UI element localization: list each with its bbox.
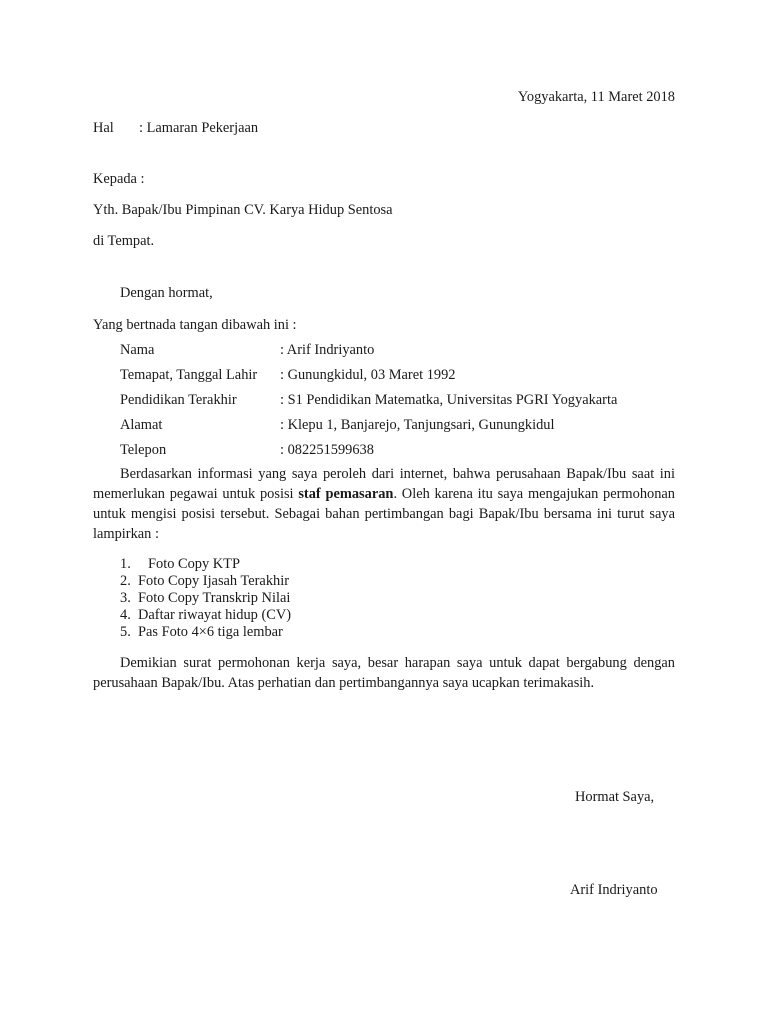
list-item [120, 607, 291, 624]
field-label: Temapat, Tanggal Lahir [120, 367, 258, 383]
letter-date: Yogyakarta, 11 Maret 2018 [517, 89, 675, 105]
list-number: 1. [120, 556, 131, 572]
paragraph-text: Berdasarkan informasi yang saya peroleh dari internet, bahwa perusahaan Bapak/Ibu saat ini memerlukan pegawai untuk posisi [93, 466, 675, 502]
recipient-place: di Tempat. [93, 233, 155, 249]
field-value: : S1 Pendidikan Matematka, Universitas PGRI Yogyakarta [280, 392, 618, 408]
list-text: Pas Foto 4×6 tiga lembar [138, 624, 283, 640]
recipient-name: Yth. Bapak/Ibu Pimpinan CV. Karya Hidup Sentosa [93, 202, 393, 218]
field-row-birth [120, 366, 455, 384]
list-item [120, 556, 291, 573]
paragraph-text: . Oleh karena itu saya mengajukan permohonan untuk mengisi posisi tersebut. Sebagai bahan pertimbangan bagi Bapak/Ibu bersama ini turut saya lampirkan : [93, 486, 675, 542]
list-number: 4. [120, 607, 131, 623]
field-row-name [120, 341, 374, 359]
body-paragraph-2: Demikian surat permohonan kerja saya, besar harapan saya untuk dapat bergabung dengan perusahaan Bapak/Ibu. Atas perhatian dan pertimbangannya saya ucapkan terimakasih. [93, 655, 675, 691]
field-label: Alamat [120, 417, 163, 433]
list-item [120, 573, 291, 590]
field-label: Pendidikan Terakhir [120, 392, 237, 408]
signer-name: Arif Indriyanto [570, 882, 658, 898]
subject-line [93, 119, 258, 137]
field-row-education [120, 391, 617, 409]
list-number: 5. [120, 624, 131, 640]
list-number: 2. [120, 573, 131, 589]
position-emphasis: staf pemasaran [298, 486, 394, 502]
body-paragraph-1 [93, 464, 675, 544]
list-text: Foto Copy KTP [148, 556, 240, 572]
field-row-address [120, 416, 555, 434]
subject-label: Hal [93, 120, 114, 136]
attachment-list [120, 556, 291, 641]
list-text: Foto Copy Transkrip Nilai [138, 590, 291, 606]
field-value: : Gunungkidul, 03 Maret 1992 [280, 367, 456, 383]
field-label: Telepon [120, 442, 167, 458]
list-text: Foto Copy Ijasah Terakhir [138, 573, 290, 589]
field-row-phone [120, 441, 374, 459]
recipient-heading: Kepada : [93, 171, 145, 187]
list-number: 3. [120, 590, 131, 606]
intro-line: Yang bertnada tangan dibawah ini : [93, 317, 297, 333]
list-item [120, 624, 291, 641]
salutation: Dengan hormat, [120, 285, 213, 301]
field-value: : 082251599638 [280, 442, 374, 458]
field-value: : Arif Indriyanto [280, 342, 375, 358]
list-text: Daftar riwayat hidup (CV) [138, 607, 292, 623]
list-item [120, 590, 291, 607]
field-value: : Klepu 1, Banjarejo, Tanjungsari, Gunungkidul [280, 417, 555, 433]
subject-value: : Lamaran Pekerjaan [139, 120, 259, 136]
closing-line: Hormat Saya, [575, 789, 655, 805]
field-label: Nama [120, 342, 155, 358]
